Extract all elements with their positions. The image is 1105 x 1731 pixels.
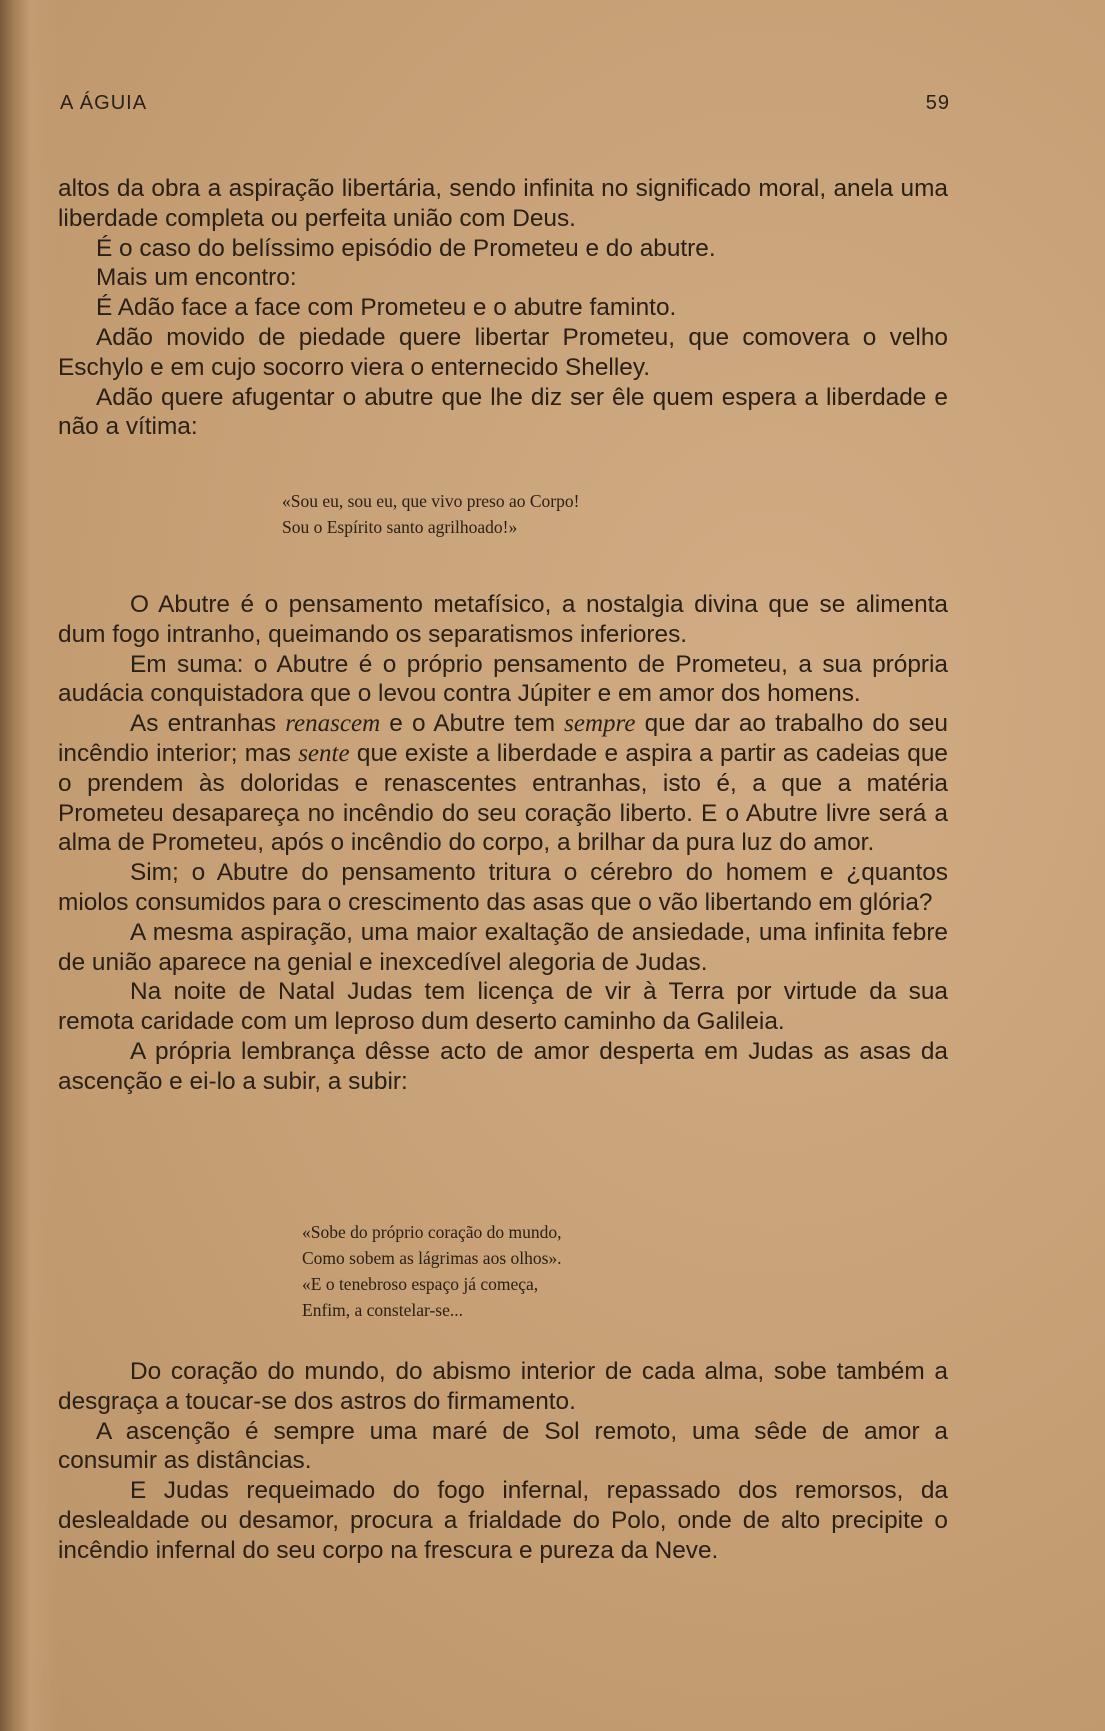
verse-line: Sou o Espírito santo agrilhoado!» <box>282 517 518 537</box>
paragraph: A própria lembrança dêsse acto de amor desperta em Judas as asas da ascenção e ei-lo a subir, a subir: <box>58 1037 948 1095</box>
paragraph: Do coração do mundo, do abismo interior de cada alma, sobe também a desgraça a toucar-se dos astros do firmamento. <box>58 1358 948 1415</box>
paragraph: Adão movido de piedade quere libertar Prometeu, que comovera o velho Eschylo e em cujo socorro viera o enternecido Shelley. <box>58 323 948 381</box>
paragraph: Sim; o Abutre do pensamento tritura o cérebro do homem e ¿quantos miolos consumidos para o crescimento das asas que o vão libertando em glória? <box>58 859 948 916</box>
verse-line: «Sobe do próprio coração do mundo, <box>302 1222 562 1242</box>
text-block-1 <box>58 174 948 442</box>
verse-quote-2 <box>302 1219 562 1323</box>
page-number: 59 <box>925 92 950 114</box>
paragraph: Adão quere afugentar o abutre que lhe diz ser êle quem espera a liberdade e não a vítima: <box>58 383 948 441</box>
paragraph: É o caso do belíssimo episódio de Prometeu e do abutre. <box>96 234 716 262</box>
italic-run: sente <box>298 739 350 767</box>
paragraph: A mesma aspiração, uma maior exaltação de ansiedade, uma infinita febre de união aparece na genial e inexcedível alegoria de Judas. <box>58 918 948 976</box>
paragraph: Na noite de Natal Judas tem licença de vir à Terra por virtude da sua remota caridade com um leproso dum deserto caminho da Galileia. <box>58 978 948 1036</box>
text-run: e o Abutre tem <box>380 710 565 738</box>
text-run: que dar ao trabalho do seu incêndio interior; mas <box>58 710 948 767</box>
book-page <box>58 0 948 1731</box>
paragraph <box>58 709 948 858</box>
verse-line: Enfim, a constelar-se... <box>302 1300 463 1320</box>
paragraph: Em suma: o Abutre é o próprio pensamento de Prometeu, a sua própria audácia conquistadora que o levou contra Júpiter e em amor dos homens. <box>58 650 948 708</box>
running-header <box>58 92 948 122</box>
journal-title: A ÁGUIA <box>60 92 148 114</box>
verse-quote-1 <box>282 488 579 540</box>
italic-run: renascem <box>285 710 381 738</box>
paragraph: O Abutre é o pensamento metafísico, a nostalgia divina que se alimenta dum fogo intranho, queimando os separatismos inferiores. <box>58 591 948 648</box>
italic-run: sempre <box>564 710 636 738</box>
paragraph: É Adão face a face com Prometeu e o abutre faminto. <box>96 294 677 322</box>
paragraph: altos da obra a aspiração libertária, sendo infinita no significado moral, anela uma liberdade completa ou perfeita união com Deus. <box>58 175 948 232</box>
text-block-3 <box>58 1357 948 1566</box>
verse-line: Como sobem as lágrimas aos olhos». <box>302 1248 562 1268</box>
paragraph: A ascenção é sempre uma maré de Sol remoto, uma sêde de amor a consumir as distâncias. <box>58 1417 948 1475</box>
paragraph: Mais um encontro: <box>96 264 297 292</box>
verse-line: «Sou eu, sou eu, que vivo preso ao Corpo! <box>282 491 580 511</box>
text-run: As entranhas <box>130 710 286 738</box>
verse-line: «E o tenebroso espaço já começa, <box>302 1274 539 1294</box>
text-block-2 <box>58 590 948 1097</box>
text-run: que existe a liberdade e aspira a partir as cadeias que o prendem às doloridas e renascentes entranhas, isto é, a que a matéria Prometeu desapareça no incêndio do seu coração liberto. E o Abutre livre será a alma de Prometeu, após o incêndio do corpo, a brilhar da pura luz do amor. <box>58 739 948 857</box>
paragraph: E Judas requeimado do fogo infernal, repassado dos remorsos, da deslealdade ou desamor, procura a frialdade do Polo, onde de alto precipite o incêndio infernal do seu corpo na frescura e pureza da Neve. <box>58 1477 948 1564</box>
